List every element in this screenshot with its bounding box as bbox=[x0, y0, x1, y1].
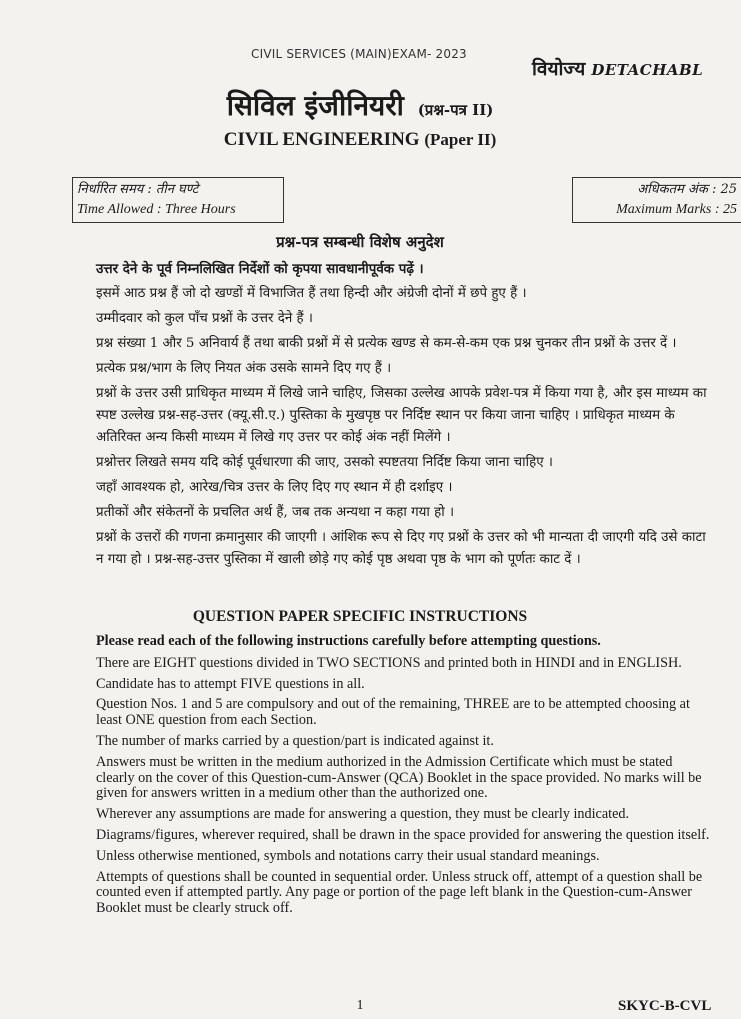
english-instruction-item: The number of marks carried by a question/part is indicated against it. bbox=[96, 732, 494, 749]
hindi-instruction-item: प्रतीकों और संकेतनों के प्रचलित अर्थ हैं, जब तक अन्यथा न कहा गया हो । bbox=[96, 505, 455, 520]
detachable-english: DETACHABL bbox=[591, 61, 704, 79]
english-instructions-lead: Please read each of the following instructions carefully before attempting questions. bbox=[96, 633, 601, 649]
english-instruction-item: Unless otherwise mentioned, symbols and notations carry their usual standard meanings. bbox=[96, 847, 600, 864]
hindi-instruction-item: प्रश्न संख्या 1 और 5 अनिवार्य हैं तथा बाकी प्रश्नों में से प्रत्येक खण्ड से कम-से-कम एक प्रश्न चुनकर तीन प्रश्नों के उत्तर दें । bbox=[96, 336, 677, 351]
english-instructions bbox=[96, 634, 714, 922]
english-instruction-item: There are EIGHT questions divided in TWO SECTIONS and printed both in HINDI and in ENGLISH. bbox=[96, 654, 682, 671]
hindi-instructions-lead: उत्तर देने के पूर्व निम्नलिखित निर्देशों को कृपया सावधानीपूर्वक पढ़ें । bbox=[96, 261, 424, 277]
maximum-marks-box bbox=[572, 177, 741, 223]
title-english-paper: (Paper II) bbox=[424, 130, 497, 149]
maximum-marks-hindi: अधिकतम अंक : 25 bbox=[637, 182, 737, 197]
hindi-instruction-item: जहाँ आवश्यक हो, आरेख/चित्र उत्तर के लिए दिए गए स्थान में ही दर्शाइए । bbox=[96, 480, 453, 495]
time-allowed-box bbox=[72, 177, 284, 223]
title-hindi-text: सिविल इंजीनियरी bbox=[226, 89, 404, 122]
hindi-instruction-item: प्रश्नों के उत्तर उसी प्राधिकृत माध्यम में लिखे जाने चाहिए, जिसका उल्लेख आपके प्रवेश-पत्र में किया गया है, और इस माध्यम का स्पष्ट उल्लेख प्रश्न-सह-उत्तर (क्यू.सी.ए.) पुस्तिका के मुखपृष्ठ पर निर्दिष्ट स्थान पर किया जाना चाहिए । प्राधिकृत माध्यम के अतिरिक्त अन्य किसी माध्यम में लिखे गए उत्तर पर कोई अंक नहीं मिलेंगे । bbox=[96, 386, 707, 445]
hindi-instruction-item: प्रश्नों के उत्तरों की गणना क्रमानुसार की जाएगी । आंशिक रूप से दिए गए प्रश्नों के उत्तर को भी मान्यता दी जाएगी यदि उसे काटा न गया हो । प्रश्न-सह-उत्तर पुस्तिका में खाली छोड़े गए कोई पृष्ठ अथवा पृष्ठ के भाग को पूर्णतः काट दें । bbox=[96, 530, 706, 567]
title-hindi-paper: (प्रश्न-पत्र II) bbox=[417, 101, 494, 119]
english-instruction-item: Question Nos. 1 and 5 are compulsory and out of the remaining, THREE are to be attempted choosing at least ONE question from each Section. bbox=[96, 696, 690, 729]
english-instruction-item: Diagrams/figures, wherever required, shall be drawn in the space provided for answering the question itself. bbox=[96, 826, 710, 843]
title-english-text: CIVIL ENGINEERING bbox=[223, 129, 420, 150]
title-hindi bbox=[0, 86, 720, 124]
hindi-instruction-item: प्रश्नोत्तर लिखते समय यदि कोई पूर्वधारणा की जाए, उसको स्पष्टतया निर्दिष्ट किया जाना चाहिए । bbox=[96, 455, 553, 470]
time-allowed-english: Time Allowed : Three Hours bbox=[77, 202, 236, 217]
english-instruction-item: Answers must be written in the medium authorized in the Admission Certificate which must be stated clearly on the cover of this Question-cum-Answer (QCA) Booklet in the space provided. No marks will be given for answers written in a medium other than the authorized one. bbox=[96, 753, 702, 802]
hindi-instruction-item: इसमें आठ प्रश्न हैं जो दो खण्डों में विभाजित हैं तथा हिन्दी और अंग्रेजी दोनों में छपे हुए हैं । bbox=[96, 286, 527, 301]
hindi-instruction-item: प्रत्येक प्रश्न/भाग के लिए नियत अंक उसके सामने दिए गए हैं । bbox=[96, 361, 392, 376]
time-allowed-hindi: निर्धारित समय : तीन घण्टे bbox=[77, 182, 199, 197]
english-instruction-item: Wherever any assumptions are made for answering a question, they must be clearly indicated. bbox=[96, 806, 630, 823]
paper-code: SKYC-B-CVL bbox=[618, 998, 712, 1014]
maximum-marks-english: Maximum Marks : 25 bbox=[616, 202, 737, 217]
detachable-hindi: वियोज्य bbox=[532, 58, 586, 80]
english-instructions-title: QUESTION PAPER SPECIFIC INSTRUCTIONS bbox=[192, 608, 528, 625]
exam-header: CIVIL SERVICES (MAIN)EXAM- 2023 bbox=[251, 47, 467, 61]
english-instruction-item: Attempts of questions shall be counted in sequential order. Unless struck off, attempt of a question shall be counted even if attempted partly. Any page or portion of the page left blank in the Question-cum-Answer Booklet must be clearly struck off. bbox=[96, 868, 703, 917]
english-instruction-item: Candidate has to attempt FIVE questions in all. bbox=[96, 675, 365, 692]
hindi-instructions-title: प्रश्न-पत्र सम्बन्धी विशेष अनुदेश bbox=[276, 233, 444, 251]
page-number: 1 bbox=[356, 998, 364, 1013]
detachable-label bbox=[532, 55, 703, 81]
hindi-instruction-item: उम्मीदवार को कुल पाँच प्रश्नों के उत्तर देने हैं । bbox=[96, 311, 313, 326]
hindi-instructions bbox=[96, 258, 714, 574]
title-english bbox=[0, 129, 720, 151]
